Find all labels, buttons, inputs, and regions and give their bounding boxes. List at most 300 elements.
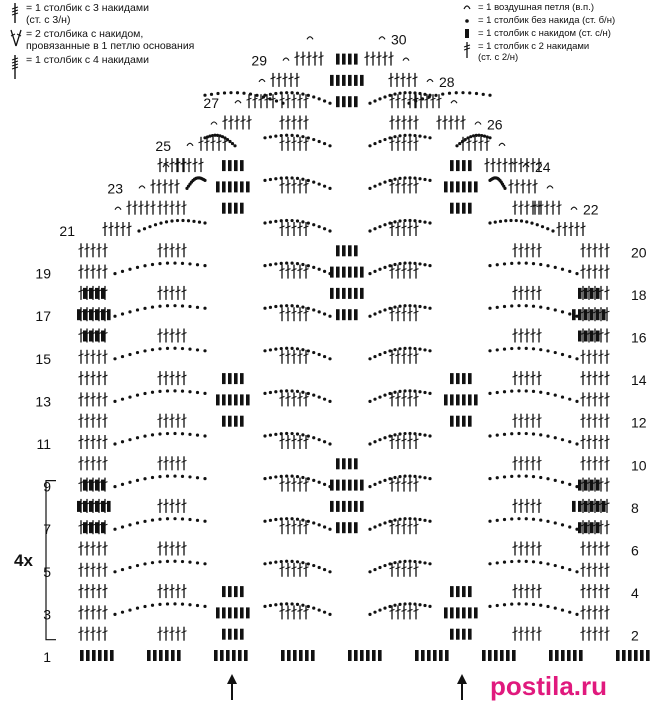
chain-dot xyxy=(510,432,513,435)
dc-stitch xyxy=(234,607,238,618)
chain-dot xyxy=(488,477,491,480)
dc-stitch xyxy=(596,309,600,320)
chain-dot xyxy=(274,177,277,180)
chain-dot xyxy=(393,178,396,181)
dc-stitch xyxy=(240,629,244,640)
chain-dot xyxy=(499,220,502,223)
chain-dot xyxy=(269,221,272,224)
dc-stitch xyxy=(95,480,99,491)
dc-stitch xyxy=(360,650,364,661)
chain-dot xyxy=(525,602,528,605)
chain-dot xyxy=(296,177,299,180)
dc-stitch xyxy=(456,629,460,640)
chain-dot xyxy=(378,481,381,484)
row-number-right: 20 xyxy=(631,244,647,261)
dc-stitch xyxy=(456,416,460,427)
chain-dot xyxy=(166,262,169,265)
chain-dot xyxy=(121,270,124,273)
chain-dot xyxy=(418,177,421,180)
dc-stitch xyxy=(616,650,620,661)
chain-dot xyxy=(488,562,491,565)
dc-stitch xyxy=(342,267,346,278)
chain-dot xyxy=(323,99,326,102)
legend-item-chain: = 1 воздушная петля (в.п.) xyxy=(458,2,658,13)
chain-dot xyxy=(113,485,116,488)
chain-dot xyxy=(307,179,310,182)
chain-dot xyxy=(269,306,272,309)
chain-dot xyxy=(510,603,513,606)
chain-dot xyxy=(568,611,571,614)
dc-stitch xyxy=(305,650,309,661)
chain-dot xyxy=(203,434,206,437)
chain-dot xyxy=(517,602,520,605)
dc-stitch xyxy=(354,522,358,533)
dc-stitch xyxy=(228,416,232,427)
dc-stitch xyxy=(474,394,478,405)
chain-dot xyxy=(113,357,116,360)
chain-dot xyxy=(408,389,411,392)
chain-dot xyxy=(393,220,396,223)
dc-stitch xyxy=(153,650,157,661)
chain-dot xyxy=(274,561,277,564)
watermark-text: postila.ru xyxy=(490,671,608,701)
chain-dot xyxy=(568,312,571,315)
row-number-left: 13 xyxy=(35,393,51,410)
dc-stitch xyxy=(281,650,285,661)
dc-stitch xyxy=(92,650,96,661)
chain-dot xyxy=(285,602,288,605)
chain-dot xyxy=(312,95,315,98)
chain-dot xyxy=(196,434,199,437)
dc-stitch xyxy=(244,650,248,661)
dc-stitch xyxy=(228,586,232,597)
row-number-left: 19 xyxy=(35,265,51,282)
dc-stitch xyxy=(456,160,460,171)
chain-dot xyxy=(290,389,293,392)
chain-dot xyxy=(328,357,331,360)
chain-loop xyxy=(139,186,145,189)
chain-dot xyxy=(290,432,293,435)
chain-dot xyxy=(151,263,154,266)
chain-dot xyxy=(188,561,191,564)
dc-stitch xyxy=(342,54,346,65)
dc-stitch xyxy=(450,394,454,405)
chain-dot xyxy=(151,604,154,607)
chain-dot xyxy=(503,475,506,478)
chain-dot xyxy=(143,349,146,352)
row-number-left: 29 xyxy=(251,52,267,69)
chain-dot xyxy=(428,264,431,267)
chain-dot xyxy=(128,608,131,611)
dc-stitch xyxy=(83,480,87,491)
chain-dot xyxy=(196,391,199,394)
dc-stitch xyxy=(342,458,346,469)
chain-dot xyxy=(290,602,293,605)
dc-stitch xyxy=(468,373,472,384)
chain-dot xyxy=(323,142,326,145)
chain-dot xyxy=(408,474,411,477)
chain-dot xyxy=(312,521,315,524)
chain-dot xyxy=(413,432,416,435)
chain-dot xyxy=(441,92,444,95)
dc-stitch xyxy=(89,288,93,299)
chain-dot xyxy=(525,304,528,307)
chain-dot xyxy=(188,262,191,265)
chain-dot xyxy=(285,91,288,94)
chain-dot xyxy=(318,566,321,569)
chain-dot xyxy=(393,263,396,266)
row-number-right: 6 xyxy=(631,542,639,559)
chain-dot xyxy=(423,476,426,479)
chain-dot xyxy=(482,93,485,96)
dc-stitch xyxy=(462,203,466,214)
chain-dot xyxy=(312,564,315,567)
chain-dot xyxy=(307,264,310,267)
dc-stitch xyxy=(234,203,238,214)
dc-stitch xyxy=(596,501,600,512)
chain-dot xyxy=(203,136,206,139)
chain-dot xyxy=(517,261,520,264)
chain-dot xyxy=(318,310,321,313)
chain-dot xyxy=(269,519,272,522)
chain-dot xyxy=(274,262,277,265)
chain-dot xyxy=(203,179,206,182)
dc-stitch xyxy=(330,501,334,512)
chain-dot xyxy=(561,353,564,356)
chain-dot xyxy=(203,562,206,565)
chain-dot xyxy=(223,91,226,94)
row-number-right: 24 xyxy=(535,159,551,176)
chain-dot xyxy=(158,390,161,393)
chain-dot xyxy=(143,520,146,523)
chain-dot xyxy=(398,432,401,435)
chain-dot xyxy=(488,520,491,523)
chain-dot xyxy=(554,394,557,397)
chain-dot xyxy=(554,436,557,439)
chain-dot xyxy=(136,479,139,482)
chain-dot xyxy=(378,225,381,228)
chain-dot xyxy=(388,562,391,565)
dc-stitch xyxy=(101,522,105,533)
chain-dot xyxy=(532,262,535,265)
dc-stitch xyxy=(95,309,99,320)
chain-dot xyxy=(196,561,199,564)
row-number-right: 12 xyxy=(631,414,647,431)
chain-dot xyxy=(128,268,131,271)
row-number-right: 10 xyxy=(631,457,647,474)
chain-dot xyxy=(203,349,206,352)
chain-dot xyxy=(318,395,321,398)
row-number-right: 22 xyxy=(583,201,599,218)
chain-dot xyxy=(428,95,431,98)
dc-stitch xyxy=(378,650,382,661)
chain-dot xyxy=(510,517,513,520)
chain-dot xyxy=(539,561,542,564)
chain-dot xyxy=(418,92,421,95)
chain-dot xyxy=(455,91,458,94)
chain-dot xyxy=(136,266,139,269)
chain-dot xyxy=(551,229,554,232)
chain-dot xyxy=(290,134,293,137)
chain-dot xyxy=(418,220,421,223)
dc-stitch xyxy=(468,629,472,640)
chain-dot xyxy=(280,390,283,393)
chain-dot xyxy=(121,355,124,358)
dc-stitch xyxy=(107,309,111,320)
chain-dot xyxy=(488,392,491,395)
row-number-left: 5 xyxy=(43,563,51,580)
chain-dot xyxy=(554,479,557,482)
chain-dot xyxy=(280,177,283,180)
chain-dot xyxy=(136,394,139,397)
dc-stitch xyxy=(77,309,81,320)
start-arrow-head xyxy=(227,674,237,684)
row-number-left: 23 xyxy=(107,180,123,197)
dc-stitch xyxy=(89,309,93,320)
chain-dot xyxy=(136,308,139,311)
dc-stitch xyxy=(354,309,358,320)
chain-dot xyxy=(561,310,564,313)
chain-dot xyxy=(503,305,506,308)
dc-stitch xyxy=(584,288,588,299)
chain-dot xyxy=(296,134,299,137)
chain-dot xyxy=(423,93,426,96)
chain-dot xyxy=(388,435,391,438)
row-number-right: 28 xyxy=(439,73,455,90)
chain-dot xyxy=(373,227,376,230)
dc-stitch xyxy=(348,522,352,533)
chain-dot xyxy=(413,262,416,265)
chain-dot xyxy=(307,435,310,438)
dc-stitch xyxy=(342,96,346,107)
chain-dot xyxy=(408,347,411,350)
chain-dot xyxy=(307,349,310,352)
chain-loop xyxy=(403,58,409,61)
dc-stitch xyxy=(578,480,582,491)
chain-dot xyxy=(290,91,293,94)
dc-stitch xyxy=(348,96,352,107)
dc-stitch xyxy=(348,54,352,65)
chain-dot xyxy=(510,347,513,350)
chain-dot xyxy=(428,307,431,310)
chain-dot xyxy=(328,400,331,403)
chain-dot xyxy=(263,434,266,437)
chain-dot xyxy=(368,570,371,573)
dc-stitch xyxy=(354,501,358,512)
dc-stitch xyxy=(222,394,226,405)
chain-dot xyxy=(418,305,421,308)
chain-dot xyxy=(368,400,371,403)
chain-dot xyxy=(328,485,331,488)
dc-stitch xyxy=(482,650,486,661)
chain-dot xyxy=(408,176,411,179)
chain-dot xyxy=(188,475,191,478)
chain-loop xyxy=(307,37,313,40)
dc-stitch xyxy=(468,394,472,405)
chain-dot xyxy=(539,433,542,436)
chain-dot xyxy=(554,266,557,269)
dc-stitch xyxy=(342,245,346,256)
chain-dot xyxy=(301,178,304,181)
chain-dot xyxy=(328,315,331,318)
chain-dot xyxy=(263,562,266,565)
chain-dot xyxy=(173,560,176,563)
dc-stitch xyxy=(596,288,600,299)
chain-dot xyxy=(323,355,326,358)
dc-stitch xyxy=(238,650,242,661)
chain-dot xyxy=(328,102,331,105)
chain-dot xyxy=(532,390,535,393)
chain-dot xyxy=(546,349,549,352)
chain-dot xyxy=(121,398,124,401)
chain-dot xyxy=(181,603,184,606)
chain-dot xyxy=(483,135,486,138)
dc-stitch xyxy=(360,288,364,299)
chain-dot xyxy=(428,392,431,395)
chain-dot xyxy=(466,136,469,139)
dc-stitch xyxy=(348,267,352,278)
dc-stitch xyxy=(578,522,582,533)
dc-stitch xyxy=(348,458,352,469)
chain-dot xyxy=(373,185,376,188)
dc-stitch xyxy=(590,522,594,533)
chain-dot xyxy=(388,349,391,352)
chain-dot xyxy=(296,219,299,222)
chain-dot xyxy=(143,605,146,608)
chain-dot xyxy=(307,605,310,608)
chain-dot xyxy=(418,475,421,478)
dc-stitch xyxy=(450,373,454,384)
dc-stitch xyxy=(596,522,600,533)
chain-dot xyxy=(504,219,507,222)
dc-stitch xyxy=(240,416,244,427)
dc-stitch xyxy=(468,586,472,597)
dc-stitch xyxy=(216,607,220,618)
chain-dot xyxy=(378,566,381,569)
row-number-left: 3 xyxy=(43,606,51,623)
dc-stitch xyxy=(101,480,105,491)
chain-dot xyxy=(328,613,331,616)
chain-dot xyxy=(280,262,283,265)
dc-stitch xyxy=(177,650,181,661)
chain-dot xyxy=(413,177,416,180)
chain-dot xyxy=(383,138,386,141)
dc-stitch xyxy=(450,416,454,427)
chain-dot xyxy=(388,222,391,225)
dc-stitch xyxy=(336,522,340,533)
chain-dot xyxy=(323,398,326,401)
dc-stitch xyxy=(555,650,559,661)
chain-dot xyxy=(413,347,416,350)
chain-dot xyxy=(403,389,406,392)
chain-dot xyxy=(423,178,426,181)
chain-dot xyxy=(136,564,139,567)
chain-dot xyxy=(198,221,201,224)
chain-dot xyxy=(423,221,426,224)
chain-dot xyxy=(515,219,518,222)
dc-stitch xyxy=(228,373,232,384)
chain-dot xyxy=(383,564,386,567)
chain-dot xyxy=(520,219,523,222)
chain-dot xyxy=(546,227,549,230)
chain-dot xyxy=(403,517,406,520)
chain-dot xyxy=(318,268,321,271)
dc-stitch xyxy=(336,96,340,107)
chain-dot xyxy=(496,263,499,266)
chain-dot xyxy=(398,475,401,478)
chain-dot xyxy=(575,570,578,573)
chain-dot xyxy=(388,94,391,97)
chain-dot xyxy=(496,434,499,437)
chain-dot xyxy=(368,357,371,360)
dc-stitch xyxy=(584,309,588,320)
chain-dot xyxy=(196,306,199,309)
chain-dot xyxy=(269,93,272,96)
chain-dot xyxy=(368,442,371,445)
chain-dot xyxy=(285,304,288,307)
chain-dot xyxy=(307,520,310,523)
dc-stitch xyxy=(578,288,582,299)
chain-dot xyxy=(188,603,191,606)
chain-dot xyxy=(408,91,411,94)
dc-stitch xyxy=(234,416,238,427)
chain-dot xyxy=(318,182,321,185)
chain-dot xyxy=(166,560,169,563)
chain-dot xyxy=(488,94,491,97)
dc-stitch xyxy=(450,586,454,597)
dc-stitch xyxy=(246,394,250,405)
chain-dot xyxy=(503,348,506,351)
chain-dot xyxy=(393,391,396,394)
chain-dot xyxy=(158,603,161,606)
chain-dot xyxy=(373,355,376,358)
chain-loop xyxy=(283,58,289,61)
chain-dot xyxy=(301,561,304,564)
chain-dot xyxy=(181,475,184,478)
chain-dot xyxy=(173,261,176,264)
chain-dot xyxy=(263,477,266,480)
chain-dot xyxy=(373,270,376,273)
chain-dot xyxy=(383,95,386,98)
chain-dot xyxy=(188,305,191,308)
chain-dot xyxy=(143,227,146,230)
dc-stitch xyxy=(500,650,504,661)
chain-dot xyxy=(517,474,520,477)
chain-dot xyxy=(525,560,528,563)
chain-dot xyxy=(274,518,277,521)
chain-dot xyxy=(413,560,416,563)
chain-dot xyxy=(269,604,272,607)
chain-dot xyxy=(517,432,520,435)
chain-dot xyxy=(575,528,578,531)
chain-dot xyxy=(539,518,542,521)
chain-dot xyxy=(188,348,191,351)
dc-stitch xyxy=(450,160,454,171)
dc-stitch xyxy=(228,629,232,640)
chain-dot xyxy=(323,227,326,230)
dc-stitch xyxy=(421,650,425,661)
chain-dot xyxy=(280,304,283,307)
dc-stitch xyxy=(336,75,340,86)
chain-dot xyxy=(428,520,431,523)
dc-stitch xyxy=(348,288,352,299)
dc-stitch xyxy=(348,501,352,512)
chain-dot xyxy=(301,433,304,436)
chain-dot xyxy=(285,219,288,222)
chain-dot xyxy=(575,315,578,318)
chain-dot xyxy=(532,475,535,478)
dc-stitch xyxy=(234,373,238,384)
